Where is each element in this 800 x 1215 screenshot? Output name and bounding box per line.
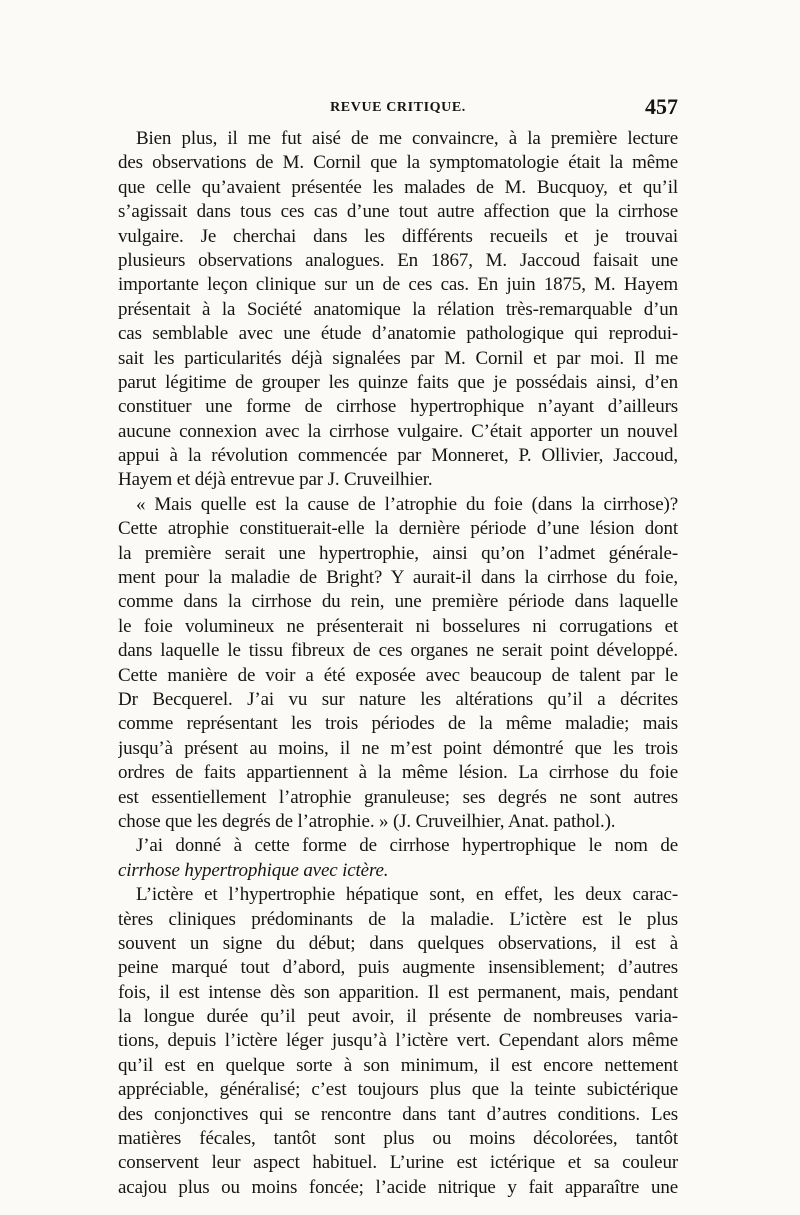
text-line: le foie volumineux ne présenterait ni bosselures ni corrugations et bbox=[118, 615, 678, 637]
text-line: aucune connexion avec la cirrhose vulgaire. C’était apporter un nouvel bbox=[118, 420, 678, 442]
text-line: acajou plus ou moins foncée; l’acide nitrique y fait apparaître une bbox=[118, 1176, 678, 1198]
text-line: L’ictère et l’hypertrophie hépatique sont, en effet, les deux carac- bbox=[136, 884, 678, 906]
text-line: la longue durée qu’il peut avoir, il présente de nombreuses varia- bbox=[118, 1006, 678, 1028]
text-line: souvent un signe du début; dans quelques observations, il est à bbox=[118, 932, 678, 954]
text-line: matières fécales, tantôt sont plus ou moins décolorées, tantôt bbox=[118, 1128, 678, 1150]
text-line: appui à la révolution commencée par Monneret, P. Ollivier, Jaccoud, bbox=[118, 445, 678, 467]
paragraph-3 bbox=[118, 834, 678, 883]
text-line: comme représentant les trois périodes de la même maladie; mais bbox=[118, 713, 678, 735]
text-line: Cette manière de voir a été exposée avec beaucoup de talent par le bbox=[118, 664, 678, 686]
paragraph-1 bbox=[118, 127, 678, 493]
text-line: qu’il est en quelque sorte à son minimum, il est encore nettement bbox=[118, 1054, 678, 1076]
paragraph-2-quotation bbox=[118, 493, 678, 834]
text-line: fois, il est intense dès son apparition. Il est permanent, mais, pendant bbox=[118, 981, 678, 1003]
text-line: la première serait une hypertrophie, ainsi qu’on l’admet générale- bbox=[118, 542, 678, 564]
text-line: cas semblable avec une étude d’anatomie pathologique qui reprodui- bbox=[118, 323, 678, 345]
text-line: appréciable, généralisé; c’est toujours plus que la teinte subictérique bbox=[118, 1079, 678, 1101]
text-line: tères cliniques prédominants de la maladie. L’ictère est le plus bbox=[118, 908, 678, 930]
text-line: des observations de M. Cornil que la symptomatologie était la même bbox=[118, 152, 678, 174]
text-line: s’agissait dans tous ces cas d’une tout autre affection que la cirrhose bbox=[118, 201, 678, 223]
text-line: J’ai donné à cette forme de cirrhose hypertrophique le nom de bbox=[136, 835, 678, 857]
text-line: conservent leur aspect habituel. L’urine est ictérique et sa couleur bbox=[118, 1152, 678, 1174]
running-head bbox=[118, 94, 678, 126]
text-line: Dr Becquerel. J’ai vu sur nature les altérations qu’il a décrites bbox=[118, 688, 678, 710]
text-line: Cette atrophie constituerait-elle la dernière période d’une lésion dont bbox=[118, 518, 678, 540]
text-line: que celle qu’avaient présentée les malades de M. Bucquoy, et qu’il bbox=[118, 176, 678, 198]
text-line: tions, depuis l’ictère léger jusqu’à l’ictère vert. Cependant alors même bbox=[118, 1030, 678, 1052]
text-line: chose que les degrés de l’atrophie. » (J. Cruveilhier, Anat. pathol.). bbox=[118, 810, 616, 832]
text-line-italic: cirrhose hypertrophique avec ictère. bbox=[118, 859, 389, 881]
text-line: comme dans la cirrhose du rein, une première période dans laquelle bbox=[118, 591, 678, 613]
text-line: est essentiellement l’atrophie granuleuse; ses degrés ne sont autres bbox=[118, 786, 678, 808]
text-line: plusieurs observations analogues. En 1867, M. Jaccoud faisait une bbox=[118, 249, 678, 271]
text-line: dans laquelle le tissu fibreux de ces organes ne serait point développé. bbox=[118, 640, 678, 662]
text-line: peine marqué tout d’abord, puis augmente insensiblement; d’autres bbox=[118, 957, 678, 979]
text-line: ordres de faits appartiennent à la même lésion. La cirrhose du foie bbox=[118, 762, 678, 784]
text-line: présentait à la Société anatomique la rélation très-remarquable d’un bbox=[118, 298, 678, 320]
text-line: vulgaire. Je cherchai dans les différents recueils et je trouvai bbox=[118, 225, 678, 247]
text-line: Bien plus, il me fut aisé de me convaincre, à la première lecture bbox=[136, 128, 678, 149]
text-line: jusqu’à présent au moins, il ne m’est point démontré que les trois bbox=[118, 737, 678, 759]
running-title: REVUE CRITIQUE. bbox=[330, 100, 466, 115]
text-line: « Mais quelle est la cause de l’atrophie du foie (dans la cirrhose)? bbox=[136, 493, 678, 515]
page-number: 457 bbox=[645, 94, 678, 119]
text-line: ment pour la maladie de Bright? Y aurait-il dans la cirrhose du foie, bbox=[118, 567, 678, 589]
text-line: constituer une forme de cirrhose hypertrophique n’ayant d’ailleurs bbox=[118, 396, 678, 418]
paragraph-4 bbox=[118, 883, 678, 1200]
text-line: sait les particularités déjà signalées par M. Cornil et par moi. Il me bbox=[118, 347, 678, 369]
text-line: importante leçon clinique sur un de ces cas. En juin 1875, M. Hayem bbox=[118, 274, 678, 296]
text-line: parut légitime de grouper les quinze faits que je possédais ainsi, d’en bbox=[118, 371, 678, 393]
text-line: Hayem et déjà entrevue par J. Cruveilhier. bbox=[118, 469, 433, 491]
body-text bbox=[118, 127, 678, 1198]
text-line: des conjonctives qui se rencontre dans tant d’autres conditions. Les bbox=[118, 1103, 678, 1125]
